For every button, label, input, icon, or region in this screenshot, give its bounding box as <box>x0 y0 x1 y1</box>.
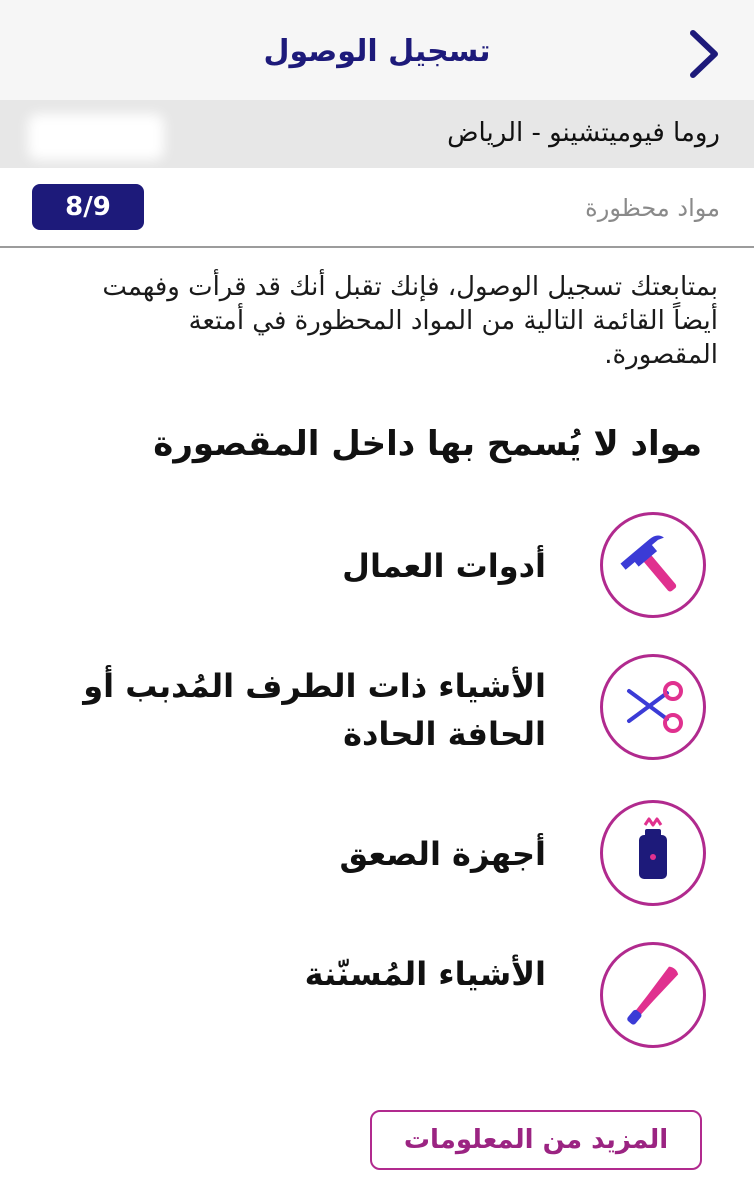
taser-icon <box>600 800 706 906</box>
hammer-icon <box>600 512 706 618</box>
page-title: تسجيل الوصول <box>263 34 491 69</box>
restricted-items-heading: مواد لا يُسمح بها داخل المقصورة <box>153 424 702 464</box>
baseball-bat-icon <box>600 942 706 1048</box>
nav-header <box>0 0 754 100</box>
list-item <box>46 654 706 764</box>
item-label: الأشياء المُسنّنة <box>304 955 546 993</box>
scissors-icon <box>600 654 706 760</box>
item-label: أجهزة الصعق <box>339 835 546 873</box>
redacted-booking-code <box>28 114 164 160</box>
flight-route: روما فيوميتشينو - الرياض <box>447 118 720 148</box>
list-item <box>46 800 706 910</box>
section-label: مواد محظورة <box>585 194 720 222</box>
item-label: الأشياء ذات الطرف المُدبب أو الحافة الحادة <box>83 667 546 753</box>
list-item <box>46 942 706 1052</box>
intro-text: بمتابعتك تسجيل الوصول، فإنك تقبل أنك قد قرأت وفهمت أيضاً القائمة التالية من المواد المحظورة في أمتعة المقصورة. <box>102 272 718 370</box>
step-badge: 8/9 <box>32 184 144 230</box>
list-item <box>46 512 706 622</box>
item-label: أدوات العمال <box>342 547 546 585</box>
section-header <box>0 168 754 248</box>
more-info-button[interactable]: المزيد من المعلومات <box>370 1110 702 1170</box>
